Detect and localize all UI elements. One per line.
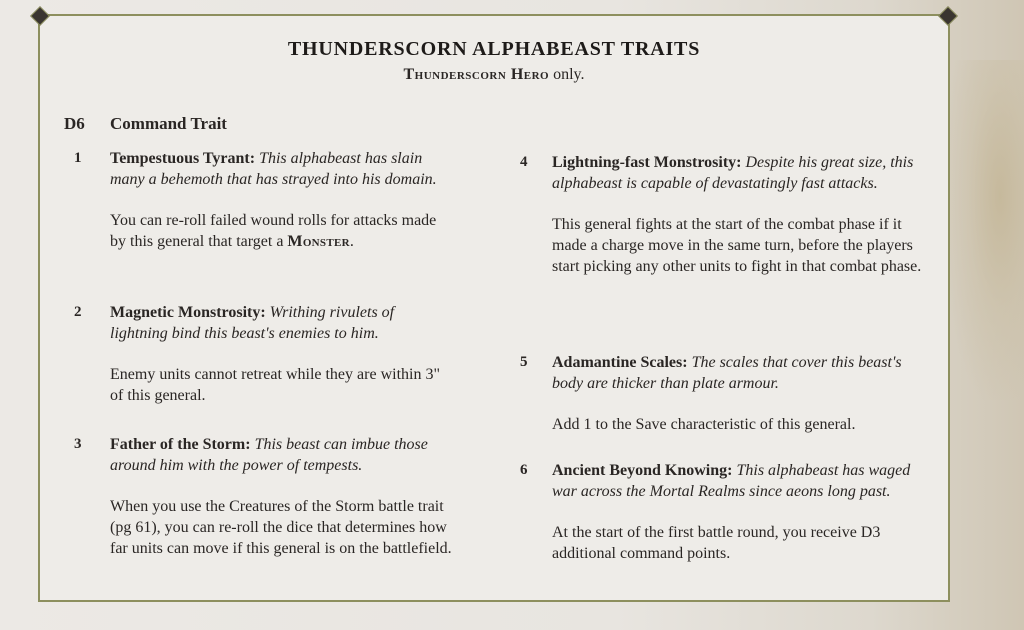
trait-flavor: This beast can imbue those around him with the power of tempests. <box>110 436 428 474</box>
table-subtitle <box>40 66 948 84</box>
trait-name: Tempestuous Tyrant: <box>110 150 256 167</box>
header-command-trait: Command Trait <box>110 114 227 133</box>
trait-table-frame <box>38 14 950 602</box>
trait-flavor: This alphabeast has waged war across the Mortal Realms since aeons long past. <box>552 462 911 500</box>
table-title: THUNDERSCORN ALPHABEAST TRAITS <box>287 38 701 60</box>
trait-entry <box>520 352 922 435</box>
trait-flavor: Despite his great size, this alphabeast is capable of devastatingly fast attacks. <box>552 154 914 192</box>
trait-rule: Add 1 to the Save characteristic of this general. <box>552 416 856 433</box>
trait-entry <box>520 460 922 564</box>
trait-rule: This general fights at the start of the combat phase if it made a charge move in the same turn, before the players start picking any other units to fight in that combat phase. <box>552 216 922 275</box>
trait-rule: Enemy units cannot retreat while they are within 3" of this general. <box>110 366 440 404</box>
trait-roll: 1 <box>74 150 82 166</box>
trait-name: Father of the Storm: <box>110 436 251 453</box>
trait-roll: 4 <box>520 154 528 170</box>
trait-rule-keyword: Monster <box>287 233 350 250</box>
trait-roll: 6 <box>520 462 528 478</box>
subtitle-suffix: only. <box>549 66 585 83</box>
trait-flavor: Writhing rivulets of lightning bind this beast's enemies to him. <box>110 304 395 342</box>
trait-roll: 5 <box>520 354 528 370</box>
trait-rule <box>110 210 455 252</box>
trait-rule: At the start of the first battle round, you receive D3 additional command points. <box>552 524 881 562</box>
trait-name: Lightning-fast Monstrosity: <box>552 154 742 171</box>
trait-roll: 3 <box>74 436 82 452</box>
subtitle-keyword: Thunderscorn Hero <box>403 66 550 83</box>
trait-rule-text: You can re-roll failed wound rolls for attacks made by this general that target a <box>110 212 437 250</box>
page-stain <box>944 60 1024 400</box>
trait-entry <box>520 152 922 277</box>
trait-name: Ancient Beyond Knowing: <box>552 462 733 479</box>
trait-rule: When you use the Creatures of the Storm battle trait (pg 61), you can re-roll the dice that determines how far units can move if this general is on the battlefield. <box>110 498 452 557</box>
trait-roll: 2 <box>74 304 82 320</box>
trait-entry <box>74 434 465 559</box>
trait-entry <box>74 148 455 252</box>
trait-flavor: This alphabeast has slain many a behemoth that has strayed into his domain. <box>110 150 437 188</box>
trait-name: Adamantine Scales: <box>552 354 688 371</box>
trait-rule-end: . <box>349 233 354 250</box>
trait-name: Magnetic Monstrosity: <box>110 304 266 321</box>
trait-flavor: The scales that cover this beast's body are thicker than plate armour. <box>552 354 902 392</box>
header-d6: D6 <box>64 114 85 133</box>
trait-entry <box>74 302 455 406</box>
